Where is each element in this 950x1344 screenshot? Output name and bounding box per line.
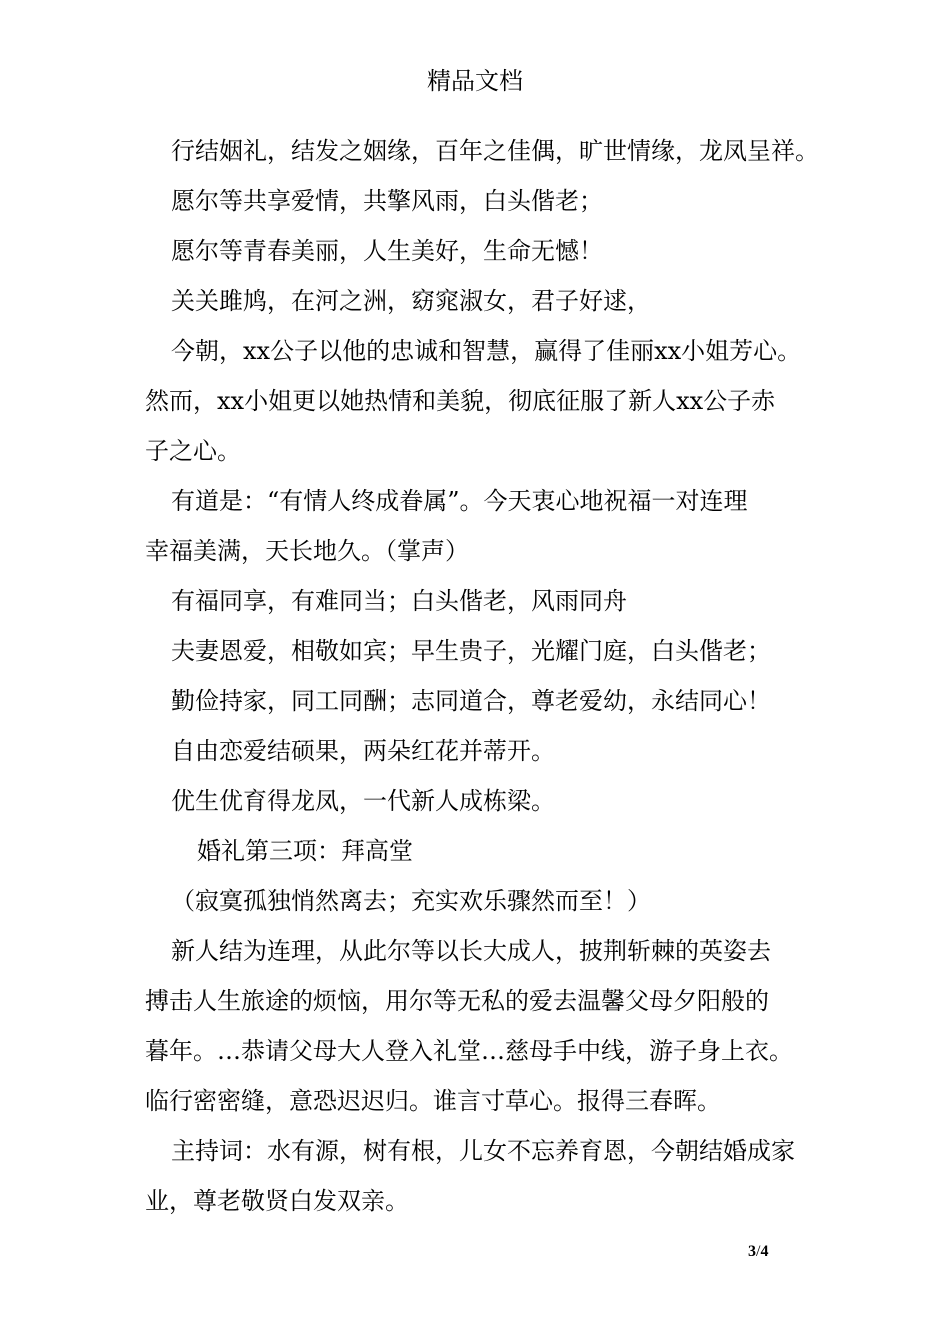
text-line: 勤俭持家，同工同酬；志同道合，尊老爱幼，永结同心！	[171, 687, 771, 715]
text-line: 夫妻恩爱，相敬如宾；早生贵子，光耀门庭，白头偕老；	[171, 637, 771, 665]
text-line: 业，尊老敬贤白发双亲。	[145, 1187, 409, 1215]
text-line: 暮年。…恭请父母大人登入礼堂…慈母手中线，游子身上衣。	[145, 1037, 793, 1065]
text-line: 子之心。	[145, 437, 241, 465]
text-line: 行结姻礼，结发之姻缘，百年之佳偶，旷世情缘，龙凤呈祥。	[171, 137, 819, 165]
text-line: 愿尔等青春美丽，人生美好，生命无憾！	[171, 237, 603, 265]
section-heading: 婚礼第三项：拜高堂	[197, 837, 413, 865]
text-line: 有福同享，有难同当；白头偕老，风雨同舟	[171, 587, 627, 615]
text-line: 幸福美满，天长地久。（掌声）	[145, 537, 469, 565]
page-number	[748, 1240, 768, 1264]
document-header: 精品文档	[427, 67, 523, 95]
text-line: 临行密密缝，意恐迟迟归。谁言寸草心。报得三春晖。	[145, 1087, 721, 1115]
text-line: 今朝，xx公子以他的忠诚和智慧，赢得了佳丽xx小姐芳心。	[171, 337, 802, 365]
text-line: 愿尔等共享爱情，共擎风雨，白头偕老；	[171, 187, 603, 215]
text-line: 然而，xx小姐更以她热情和美貌，彻底征服了新人xx公子赤	[145, 387, 776, 415]
page-separator: /	[756, 1243, 761, 1260]
text-line: 主持词：水有源，树有根，儿女不忘养育恩，今朝结婚成家	[171, 1137, 795, 1165]
text-line: 有道是：“有情人终成眷属”。今天衷心地祝福一对连理	[171, 487, 748, 515]
page-total: 4	[760, 1243, 769, 1260]
text-line: 关关雎鸠，在河之洲，窈窕淑女，君子好逑，	[171, 287, 651, 315]
text-line: 新人结为连理，从此尔等以长大成人，披荆斩棘的英姿去	[171, 937, 771, 965]
text-line: 搏击人生旅途的烦恼，用尔等无私的爱去温馨父母夕阳般的	[145, 987, 769, 1015]
page-current: 3	[748, 1243, 756, 1260]
document-body	[145, 126, 819, 1226]
text-line: （寂寞孤独悄然离去；充实欢乐骤然而至！）	[171, 887, 651, 915]
text-line: 优生优育得龙凤，一代新人成栋梁。	[171, 787, 555, 815]
text-line: 自由恋爱结硕果，两朵红花并蒂开。	[171, 737, 555, 765]
